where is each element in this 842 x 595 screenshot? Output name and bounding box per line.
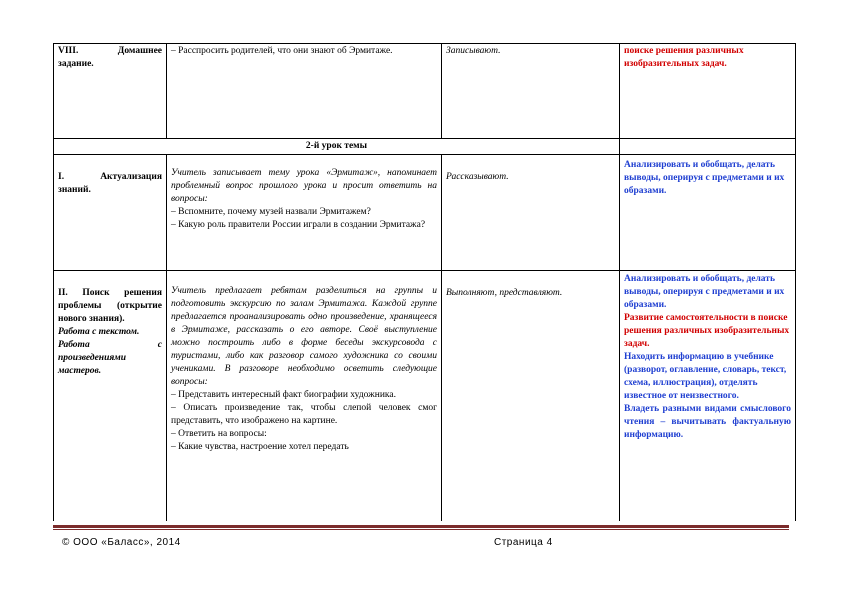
teacher-lead: Учитель записывает тему урока «Эрмитаж», напоминает проблемный вопрос прошлого урока и просит ответить на вопросы: [171, 168, 437, 204]
students-text: Записывают. [446, 46, 501, 56]
stage-cell [54, 44, 167, 139]
teacher-question: – Какие чувства, настроение хотел передать [171, 442, 349, 452]
stage-sublabel: Работа с текстом. [58, 327, 140, 337]
teacher-question: – Описать произведение так, чтобы слепой человек смог представить, что изображено на картине. [171, 403, 437, 426]
uud-text-blue: Анализировать и обобщать, делать выводы, оперируя с предметами и их образами. [624, 274, 785, 310]
footer-rule [53, 525, 789, 528]
table-row-homework [54, 44, 796, 139]
uud-cell [620, 155, 796, 271]
table-row-actualization [54, 155, 796, 271]
students-cell [442, 44, 620, 139]
footer-page-number: Страница 4 [494, 537, 553, 548]
students-text: Рассказывают. [446, 172, 509, 182]
uud-text-blue: Находить информацию в учебнике (разворот, оглавление, словарь, текст, схема, иллюстрация), отделять известное от неизвестного. [624, 352, 787, 401]
footer-copyright: © ООО «Баласс», 2014 [62, 537, 181, 548]
uud-text-blue: Анализировать и обобщать, делать выводы, оперируя с предметами и их образами. [624, 160, 785, 196]
students-cell [442, 271, 620, 521]
teacher-question: – Представить интересный факт биографии художника. [171, 390, 396, 400]
footer-rule-thin [53, 529, 789, 530]
section-title: 2-й урок темы [305, 141, 368, 151]
uud-cell [620, 271, 796, 521]
stage-cell [54, 271, 167, 521]
students-text: Выполняют, представляют. [446, 288, 563, 298]
section-title-cell [54, 139, 620, 155]
teacher-lead: Учитель предлагает ребятам разделиться на группы и подготовить экскурсию по залам Эрмитажа. Каждой группе предлагается проанализировать одно произведение, хранящееся в Эрмитаже, рассказать о его авторе. Своё выступление можно построить либо в форме беседы экскурсовода с туристами, либо как разговор самого художника со своими учениками. В разговоре необходимо осветить следующие вопросы: [171, 286, 437, 387]
teacher-question: – Какую роль правители России играли в создании Эрмитажа? [171, 220, 426, 230]
teacher-question: – Вспомните, почему музей назвали Эрмитажем? [171, 207, 371, 217]
stage-label: II. Поиск решения проблемы (открытие нового знания). [58, 288, 162, 324]
uud-cell [620, 44, 796, 139]
students-cell [442, 155, 620, 271]
uud-text-red: поиске решения различных изобразительных задач. [624, 46, 744, 69]
uud-text-blue: Владеть разными видами смыслового чтения – вычитывать фактуальную информацию. [624, 404, 791, 440]
empty-cell [620, 139, 796, 155]
teacher-text: – Расспросить родителей, что они знают об Эрмитаже. [171, 46, 393, 56]
table-row-section [54, 139, 796, 155]
lesson-table [53, 43, 796, 521]
teacher-cell [167, 44, 442, 139]
stage-label: VIII. Домашнее задание. [58, 46, 162, 69]
uud-text-red: Развитие самостоятельности в поиске решения различных изобразительных задач. [624, 313, 790, 349]
stage-cell [54, 155, 167, 271]
teacher-question: – Ответить на вопросы: [171, 429, 267, 439]
teacher-cell [167, 271, 442, 521]
table-row-problem [54, 271, 796, 521]
stage-label: I. Актуализация знаний. [58, 172, 162, 195]
teacher-cell [167, 155, 442, 271]
stage-sublabel: Работа с произведениями мастеров. [58, 340, 162, 376]
